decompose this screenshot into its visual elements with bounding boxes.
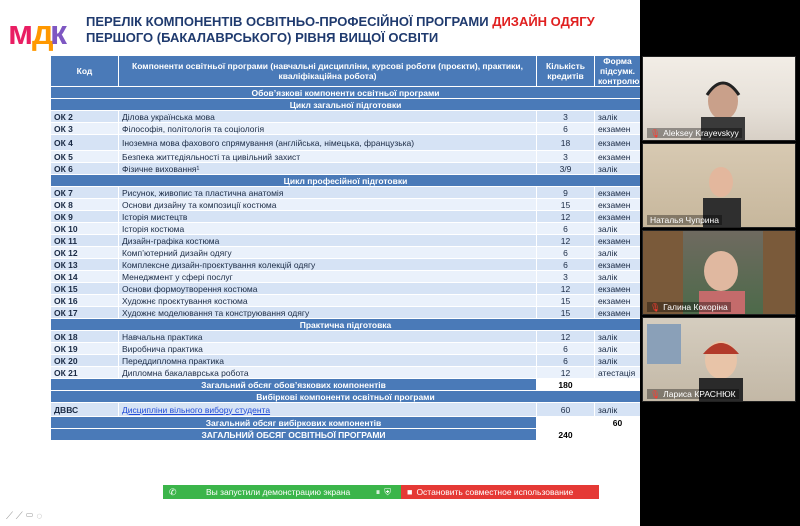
row-control: залік — [595, 223, 641, 235]
stop-sharing-button[interactable] — [401, 485, 599, 499]
table-row — [51, 307, 641, 319]
row-name: Дипломна бакалаврська робота — [119, 367, 537, 379]
phone-icon: ✆ — [169, 486, 177, 497]
table-row — [51, 163, 641, 175]
participant-name: 🎙 Лариса КРАСНЮК — [647, 389, 739, 399]
row-credits: 60 — [537, 403, 595, 417]
row-code: ОК 15 — [51, 283, 119, 295]
row-control: залік — [595, 271, 641, 283]
slide-title — [86, 14, 636, 46]
section-general: Цикл загальної підготовки — [51, 99, 641, 111]
elective-total-value: 60 — [595, 417, 641, 429]
row-name: Виробнича практика — [119, 343, 537, 355]
row-credits: 9 — [537, 187, 595, 199]
participant-tile[interactable] — [642, 143, 796, 228]
participants-panel — [640, 56, 800, 456]
row-name: Історія костюма — [119, 223, 537, 235]
row-code: ОК 11 — [51, 235, 119, 247]
row-code: ОК 14 — [51, 271, 119, 283]
row-credits: 3 — [537, 151, 595, 163]
table-row — [51, 259, 641, 271]
participant-tile[interactable] — [642, 230, 796, 315]
svg-text:м: м — [8, 14, 34, 52]
row-name: Художнє проєктування костюма — [119, 295, 537, 307]
participant-tile[interactable] — [642, 56, 796, 141]
section-professional: Цикл професійної підготовки — [51, 175, 641, 187]
table-row — [51, 135, 641, 151]
row-control: залік — [595, 247, 641, 259]
title-part1: ПЕРЕЛІК КОМПОНЕНТІВ ОСВІТНЬО-ПРОФЕСІЙНОЇ ПРОГРАМИ — [86, 14, 493, 29]
row-credits: 15 — [537, 307, 595, 319]
row-control: екзамен — [595, 151, 641, 163]
row-name: Основи формоутворення костюма — [119, 283, 537, 295]
participant-name: 🎙 Aleksey Krayevskyy — [647, 128, 742, 138]
header-code: Код — [51, 56, 119, 87]
table-row — [51, 151, 641, 163]
row-credits: 15 — [537, 295, 595, 307]
row-name: Основи дизайну та композиції костюма — [119, 199, 537, 211]
row-credits: 18 — [537, 135, 595, 151]
table-row — [51, 199, 641, 211]
row-code: ОК 17 — [51, 307, 119, 319]
svg-text:к: к — [50, 14, 68, 52]
row-code: ОК 19 — [51, 343, 119, 355]
header-components: Компоненти освітньої програми (навчальні дисципліни, курсові роботи (проєкти), практики, кваліфікаційна робота) — [119, 56, 537, 87]
table-row — [51, 235, 641, 247]
table-row — [51, 331, 641, 343]
row-code: ОК 9 — [51, 211, 119, 223]
table-row — [51, 187, 641, 199]
share-status-text: Вы запустили демонстрацию экрана — [205, 487, 351, 497]
row-name: Рисунок, живопис та пластична анатомія — [119, 187, 537, 199]
row-code: ОК 8 — [51, 199, 119, 211]
row-control: екзамен — [595, 135, 641, 151]
row-control: екзамен — [595, 199, 641, 211]
row-credits: 6 — [537, 343, 595, 355]
row-control: залік — [595, 355, 641, 367]
row-credits: 6 — [537, 355, 595, 367]
components-table — [50, 55, 640, 441]
elective-total-label: Загальний обсяг вибіркових компонентів — [51, 417, 537, 429]
row-control: екзамен — [595, 211, 641, 223]
row-credits: 12 — [537, 235, 595, 247]
row-credits: 15 — [537, 199, 595, 211]
row-code: ОК 21 — [51, 367, 119, 379]
svg-text:д: д — [32, 14, 54, 52]
row-name: Ділова українська мова — [119, 111, 537, 123]
stop-sharing-label: Остановить совместное использование — [416, 487, 574, 497]
row-control: залік — [595, 163, 641, 175]
row-code: ОК 7 — [51, 187, 119, 199]
row-code: ОК 2 — [51, 111, 119, 123]
table-row — [51, 355, 641, 367]
row-code: ОК 4 — [51, 135, 119, 151]
row-name: Історія мистецтв — [119, 211, 537, 223]
mandatory-total-label: Загальний обсяг обов’язкових компонентів — [51, 379, 537, 391]
row-credits: 3/9 — [537, 163, 595, 175]
row-name: Комп’ютерний дизайн одягу — [119, 247, 537, 259]
row-control: екзамен — [595, 259, 641, 271]
participant-tile[interactable] — [642, 317, 796, 402]
row-credits: 12 — [537, 331, 595, 343]
row-credits: 6 — [537, 247, 595, 259]
title-part2: ПЕРШОГО (БАКАЛАВРСЬКОГО) РІВНЯ ВИЩОЇ ОСВІТИ — [86, 30, 439, 45]
row-name: Переддипломна практика — [119, 355, 537, 367]
row-name: Безпека життєдіяльності та цивільний захист — [119, 151, 537, 163]
row-credits: 6 — [537, 259, 595, 271]
row-code: ОК 20 — [51, 355, 119, 367]
row-credits: 6 — [537, 223, 595, 235]
row-code: ОК 5 — [51, 151, 119, 163]
row-code: ОК 3 — [51, 123, 119, 135]
row-name: Художнє моделювання та конструювання одягу — [119, 307, 537, 319]
table-row — [51, 343, 641, 355]
table-row — [51, 295, 641, 307]
table-row — [51, 367, 641, 379]
section-practical: Практична підготовка — [51, 319, 641, 331]
mic-muted-icon: 🎙 — [650, 128, 661, 138]
row-control: атестація — [595, 367, 641, 379]
table-row — [51, 271, 641, 283]
row-code: ОК 12 — [51, 247, 119, 259]
logo — [6, 6, 68, 52]
row-code: ОК 16 — [51, 295, 119, 307]
title-highlight: ДИЗАЙН ОДЯГУ — [492, 14, 595, 29]
row-control: залік — [595, 403, 641, 417]
row-credits: 3 — [537, 111, 595, 123]
row-code: ОК 6 — [51, 163, 119, 175]
row-name: Філософія, політологія та соціологія — [119, 123, 537, 135]
row-code: ОК 10 — [51, 223, 119, 235]
row-credits: 12 — [537, 283, 595, 295]
top-right-black-area — [700, 0, 800, 56]
pause-icon[interactable]: ⏸ — [375, 486, 381, 497]
table-row — [51, 111, 641, 123]
stop-icon: ■ — [407, 487, 413, 497]
participant-name: 🎙 Галина Кокоріна — [647, 302, 731, 312]
table-row — [51, 211, 641, 223]
row-control: екзамен — [595, 307, 641, 319]
table-row — [51, 223, 641, 235]
mic-muted-icon: 🎙 — [650, 389, 661, 399]
section-mandatory: Обов’язкові компоненти освітньої програми — [51, 87, 641, 99]
row-name: Дизайн-графіка костюма — [119, 235, 537, 247]
row-code: ОК 18 — [51, 331, 119, 343]
row-credits: 6 — [537, 123, 595, 135]
row-control: залік — [595, 111, 641, 123]
mic-muted-icon: 🎙 — [650, 302, 661, 312]
screen-share-bar — [163, 485, 599, 499]
table-row — [51, 403, 641, 417]
row-credits: 12 — [537, 211, 595, 223]
row-code: ОК 13 — [51, 259, 119, 271]
row-credits: 3 — [537, 271, 595, 283]
row-name: Фізичне виховання¹ — [119, 163, 537, 175]
row-control: залік — [595, 343, 641, 355]
row-control: екзамен — [595, 187, 641, 199]
row-name: Комплексне дизайн-проєктування колекцій одягу — [119, 259, 537, 271]
grand-total-value: 240 — [537, 429, 595, 441]
row-name — [119, 403, 537, 417]
row-name: Навчальна практика — [119, 331, 537, 343]
header-control: Форма підсумк. контролю — [595, 56, 641, 87]
row-control: екзамен — [595, 235, 641, 247]
share-status — [163, 485, 401, 499]
mandatory-total-value: 180 — [537, 379, 595, 391]
row-name: Менеджмент у сфері послуг — [119, 271, 537, 283]
table-row — [51, 283, 641, 295]
shield-icon: ⛨ — [384, 486, 391, 497]
row-credits: 12 — [537, 367, 595, 379]
slide-nav-icons[interactable]: ⟋ ⟋ ▭ ◌ — [6, 511, 43, 522]
row-control: залік — [595, 331, 641, 343]
participant-name: Наталья Чуприна — [647, 215, 722, 225]
row-control: екзамен — [595, 295, 641, 307]
header-credits: Кількість кредитів — [537, 56, 595, 87]
row-name: Іноземна мова фахового спрямування (англійська, німецька, французька) — [119, 135, 537, 151]
grand-total-label: ЗАГАЛЬНИЙ ОБСЯГ ОСВІТНЬОЇ ПРОГРАМИ — [51, 429, 537, 441]
row-control: екзамен — [595, 283, 641, 295]
table-row — [51, 123, 641, 135]
section-elective: Вибіркові компоненти освітньої програми — [51, 391, 641, 403]
row-control: екзамен — [595, 123, 641, 135]
elective-link[interactable]: Дисципліни вільного вибору студента — [122, 404, 271, 415]
table-row — [51, 247, 641, 259]
row-code: ДВВС — [51, 403, 119, 417]
